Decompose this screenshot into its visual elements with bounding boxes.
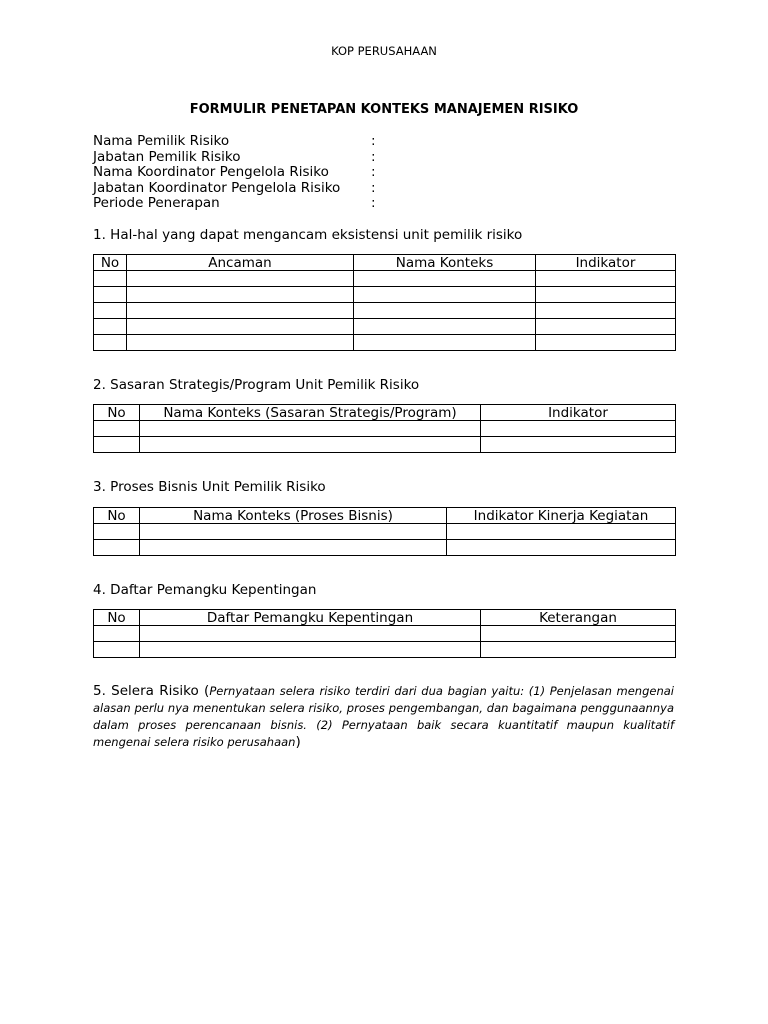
risk-appetite-note: Pernyataan selera risiko terdiri dari dua bagian yaitu: (1) Penjelasan mengenai alasan perlu nya menentukan selera risiko, proses pengembangan, dan bagaimana penggunaannya dalam proses perencanaan bisnis. (2) Pernyataan baik secara kuantitatif maupun kualitatif mengenai selera risiko perusahaan (93, 684, 674, 749)
form-title: FORMULIR PENETAPAN KONTEKS MANAJEMEN RISIKO (189, 102, 579, 117)
table-row (94, 421, 676, 437)
table-cell[interactable] (481, 642, 676, 658)
table-cell[interactable] (140, 524, 447, 540)
field-coordinator-name (93, 165, 693, 181)
field-label: Nama Pemilik Risiko (93, 133, 230, 149)
table-row (94, 524, 676, 540)
table-cell[interactable] (354, 271, 536, 287)
column-header-context-name: Nama Konteks (Proses Bisnis) (140, 508, 447, 524)
column-header-performance-indicator: Indikator Kinerja Kegiatan (447, 508, 676, 524)
column-header-remarks: Keterangan (481, 610, 676, 626)
section-2-heading: 2. Sasaran Strategis/Program Unit Pemilik Risiko (93, 377, 420, 393)
section-5-risk-appetite (93, 683, 674, 751)
table-cell[interactable] (447, 540, 676, 556)
field-label: Periode Penerapan (93, 195, 220, 211)
table-cell[interactable] (127, 271, 354, 287)
owner-fields (93, 134, 693, 212)
table-header-row (94, 405, 676, 421)
table-row (94, 540, 676, 556)
field-colon: : (371, 179, 376, 196)
table-row (94, 271, 676, 287)
table-cell[interactable] (481, 626, 676, 642)
section-5-heading: 5. Selera Risiko (93, 683, 199, 699)
column-header-context-name: Nama Konteks (354, 255, 536, 271)
field-label: Nama Koordinator Pengelola Risiko (93, 164, 329, 180)
company-letterhead: KOP PERUSAHAAN (331, 44, 437, 58)
threat-table (93, 254, 676, 351)
column-header-indicator: Indikator (536, 255, 676, 271)
column-header-threat: Ancaman (127, 255, 354, 271)
field-coordinator-position (93, 181, 693, 197)
table-cell[interactable] (94, 271, 127, 287)
field-risk-owner-name (93, 134, 693, 150)
table-cell[interactable] (140, 626, 481, 642)
section-3-heading: 3. Proses Bisnis Unit Pemilik Risiko (93, 479, 326, 495)
table-cell[interactable] (536, 303, 676, 319)
table-cell[interactable] (140, 642, 481, 658)
table-row (94, 303, 676, 319)
table-cell[interactable] (94, 335, 127, 351)
table-cell[interactable] (354, 319, 536, 335)
table-cell[interactable] (94, 642, 140, 658)
table-cell[interactable] (94, 303, 127, 319)
table-row (94, 287, 676, 303)
table-cell[interactable] (127, 319, 354, 335)
column-header-no: No (94, 508, 140, 524)
column-header-context-name: Nama Konteks (Sasaran Strategis/Program) (140, 405, 481, 421)
table-cell[interactable] (94, 437, 140, 453)
table-cell[interactable] (481, 421, 676, 437)
table-row (94, 642, 676, 658)
table-cell[interactable] (94, 540, 140, 556)
table-cell[interactable] (94, 626, 140, 642)
column-header-no: No (94, 405, 140, 421)
table-cell[interactable] (140, 421, 481, 437)
field-colon: : (371, 195, 376, 211)
field-colon: : (371, 164, 376, 180)
column-header-no: No (94, 255, 127, 271)
strategic-target-table (93, 404, 676, 453)
field-colon: : (371, 148, 376, 165)
table-header-row (94, 508, 676, 524)
field-implementation-period (93, 196, 693, 212)
table-cell[interactable] (536, 287, 676, 303)
table-cell[interactable] (354, 335, 536, 351)
table-cell[interactable] (94, 287, 127, 303)
table-cell[interactable] (94, 524, 140, 540)
table-row (94, 335, 676, 351)
table-cell[interactable] (127, 287, 354, 303)
open-paren: ( (204, 683, 210, 699)
field-colon: : (371, 133, 376, 149)
stakeholder-table (93, 609, 676, 658)
table-header-row (94, 255, 676, 271)
table-row (94, 626, 676, 642)
table-header-row (94, 610, 676, 626)
table-row (94, 437, 676, 453)
column-header-stakeholder-list: Daftar Pemangku Kepentingan (140, 610, 481, 626)
section-1-heading: 1. Hal-hal yang dapat mengancam eksistensi unit pemilik risiko (93, 227, 523, 243)
table-row (94, 319, 676, 335)
table-cell[interactable] (447, 524, 676, 540)
field-label: Jabatan Pemilik Risiko (93, 148, 241, 165)
table-cell[interactable] (94, 421, 140, 437)
close-paren: ) (295, 734, 301, 750)
business-process-table (93, 507, 676, 556)
table-cell[interactable] (127, 303, 354, 319)
table-cell[interactable] (354, 303, 536, 319)
column-header-indicator: Indikator (481, 405, 676, 421)
table-cell[interactable] (481, 437, 676, 453)
table-cell[interactable] (536, 271, 676, 287)
table-cell[interactable] (140, 437, 481, 453)
column-header-no: No (94, 610, 140, 626)
table-cell[interactable] (94, 319, 127, 335)
table-cell[interactable] (127, 335, 354, 351)
table-cell[interactable] (354, 287, 536, 303)
table-cell[interactable] (140, 540, 447, 556)
field-risk-owner-position (93, 150, 693, 166)
section-4-heading: 4. Daftar Pemangku Kepentingan (93, 582, 317, 598)
table-cell[interactable] (536, 335, 676, 351)
table-cell[interactable] (536, 319, 676, 335)
field-label: Jabatan Koordinator Pengelola Risiko (93, 179, 341, 196)
